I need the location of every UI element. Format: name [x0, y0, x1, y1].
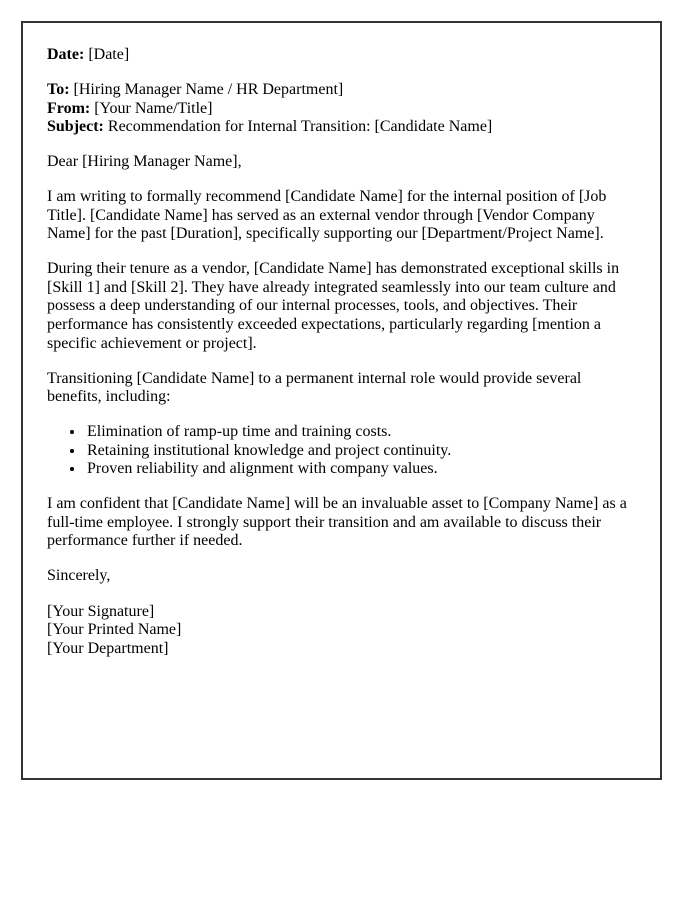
closing-line: Sincerely,	[47, 567, 111, 585]
subject-label: Subject:	[47, 118, 104, 136]
to-label: To:	[47, 81, 70, 99]
benefit-item-1: • Elimination of ramp-up time and training costs.	[85, 423, 638, 442]
body-paragraph-4: I am confident that [Candidate Name] will be an invaluable asset to [Company Name] as a full-time employee. I strongly support their transition and am available to discuss their performance further if needed.	[47, 495, 627, 550]
signature-block	[47, 603, 638, 659]
benefit-item-2: • Retaining institutional knowledge and project continuity.	[85, 442, 638, 461]
printed-name-line: [Your Printed Name]	[47, 621, 182, 639]
header-block	[47, 81, 638, 137]
department-line: [Your Department]	[47, 639, 169, 657]
letter-container	[21, 21, 662, 780]
from-value: [Your Name/Title]	[94, 99, 213, 117]
body-paragraph-1: I am writing to formally recommend [Candidate Name] for the internal position of [Job Title]. [Candidate Name] has served as an external vendor through [Vendor Company Name] for the past [Duration], specifically supporting our [Department/Project Name].	[47, 188, 607, 243]
subject-value: Recommendation for Internal Transition: [Candidate Name]	[107, 118, 493, 136]
to-value: [Hiring Manager Name / HR Department]	[73, 81, 344, 99]
from-label: From:	[47, 99, 91, 117]
date-label: Date:	[47, 46, 85, 63]
benefits-list	[47, 423, 638, 479]
to-line	[47, 81, 638, 100]
date-line	[47, 46, 638, 65]
body-paragraph-3: Transitioning [Candidate Name] to a permanent internal role would provide several benefits, including:	[47, 369, 582, 406]
benefit-item-3: • Proven reliability and alignment with company values.	[85, 460, 638, 479]
body-paragraph-2: During their tenure as a vendor, [Candidate Name] has demonstrated exceptional skills in [Skill 1] and [Skill 2]. They have already integrated seamlessly into our team culture and possess a deep understanding of our internal processes, tools, and objectives. Their performance has consistently exceeded expectations, particularly regarding [mention a specific achievement or project].	[47, 260, 620, 352]
salutation: Dear [Hiring Manager Name],	[47, 153, 242, 171]
signature-line: [Your Signature]	[47, 602, 155, 620]
date-value: [Date]	[88, 46, 130, 63]
subject-line	[47, 118, 638, 137]
from-line	[47, 100, 638, 119]
